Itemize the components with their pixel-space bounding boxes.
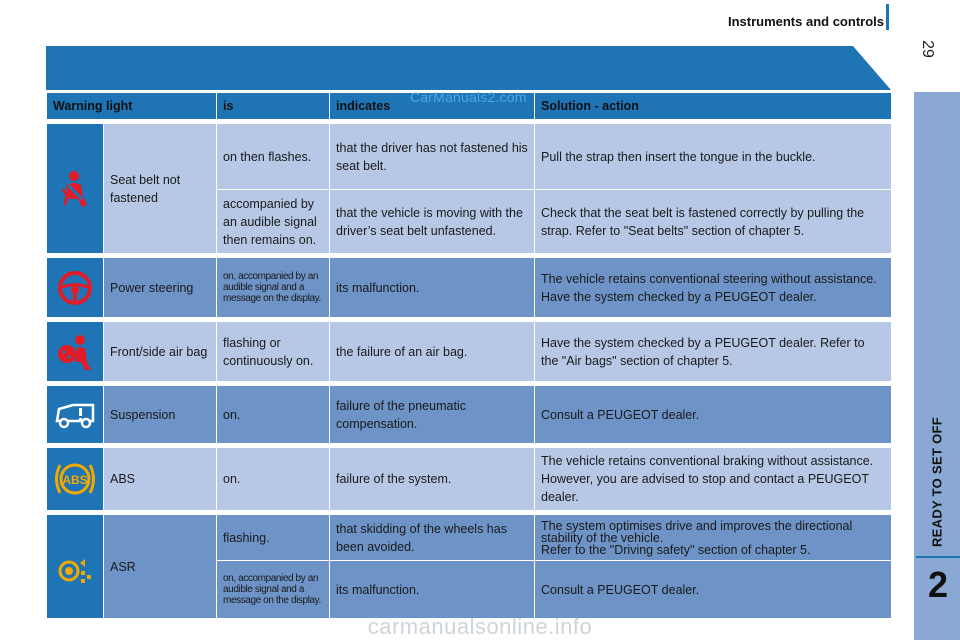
suspension-name: Suspension (104, 386, 217, 444)
steering-indicates: its malfunction. (330, 258, 535, 318)
page-number: 29 (918, 40, 936, 58)
asr-is-2: on, accompanied by an audible signal and a message on the display. (217, 561, 330, 619)
col-header-solution: Solution - action (535, 93, 892, 120)
table-row (47, 124, 892, 190)
steering-wheel-icon (47, 258, 104, 318)
abs-icon (47, 448, 104, 511)
seatbelt-solution-1: Pull the strap then insert the tongue in the buckle. (535, 124, 892, 190)
seatbelt-solution-2: Check that the seat belt is fastened correctly by pulling the strap. Refer to "Seat belts" section of chapter 5. (535, 190, 892, 254)
seatbelt-name: Seat belt not fastened (104, 124, 217, 254)
steering-solution: The vehicle retains conventional steering without assistance. Have the system checked by a PEUGEOT dealer. (535, 258, 892, 318)
table-row (47, 322, 892, 382)
col-header-is: is (217, 93, 330, 120)
suspension-solution: Consult a PEUGEOT dealer. (535, 386, 892, 444)
seatbelt-indicates-1: that the driver has not fastened his seat belt. (330, 124, 535, 190)
suspension-indicates: failure of the pneumatic compensation. (330, 386, 535, 444)
seatbelt-icon (47, 124, 104, 254)
seatbelt-indicates-2: that the vehicle is moving with the driver’s seat belt unfastened. (330, 190, 535, 254)
airbag-is: flashing or continuously on. (217, 322, 330, 382)
asr-solution-2: Consult a PEUGEOT dealer. (535, 561, 892, 619)
warning-lights-table (46, 92, 892, 619)
footer-watermark: carmanualsonline.info (367, 614, 593, 639)
steering-is: on, accompanied by an audible signal and a message on the display. (217, 258, 330, 318)
suspension-icon (47, 386, 104, 444)
suspension-is: on. (217, 386, 330, 444)
col-header-warning-light: Warning light (47, 93, 217, 120)
table-row (47, 515, 892, 561)
title-banner (46, 46, 891, 90)
table-row (47, 448, 892, 511)
chapter-divider (916, 556, 960, 558)
section-title: Instruments and controls (727, 14, 884, 29)
seatbelt-is-1: on then flashes. (217, 124, 330, 190)
airbag-name: Front/side air bag (104, 322, 217, 382)
abs-is: on. (217, 448, 330, 511)
abs-icon-text: ABS (62, 473, 88, 487)
asr-name: ASR (104, 515, 217, 619)
asr-indicates-1: that skidding of the wheels has been avoided. (330, 515, 535, 561)
header-rule (886, 4, 889, 30)
chapter-label: READY TO SET OFF (929, 416, 945, 548)
airbag-solution: Have the system checked by a PEUGEOT dealer. Refer to the "Air bags" section of chapter 5. (535, 322, 892, 382)
asr-solution-1: The system optimises drive and improves the directional stability of the vehicle. Refer to the "Driving safety" section of chapter 5. (535, 515, 892, 561)
asr-icon (47, 515, 104, 619)
abs-solution: The vehicle retains conventional braking without assistance. However, you are advised to stop and contact a PEUGEOT dealer. (535, 448, 892, 511)
airbag-indicates: the failure of an air bag. (330, 322, 535, 382)
airbag-icon (47, 322, 104, 382)
table-row (47, 386, 892, 444)
chapter-number: 2 (927, 564, 949, 605)
steering-name: Power steering (104, 258, 217, 318)
table-row (47, 258, 892, 318)
abs-indicates: failure of the system. (330, 448, 535, 511)
col-header-indicates: indicates (330, 93, 535, 120)
asr-indicates-2: its malfunction. (330, 561, 535, 619)
seatbelt-is-2: accompanied by an audible signal then remains on. (217, 190, 330, 254)
watermark: CarManuals2.com (410, 89, 527, 105)
abs-name: ABS (104, 448, 217, 511)
asr-is-1: flashing. (217, 515, 330, 561)
